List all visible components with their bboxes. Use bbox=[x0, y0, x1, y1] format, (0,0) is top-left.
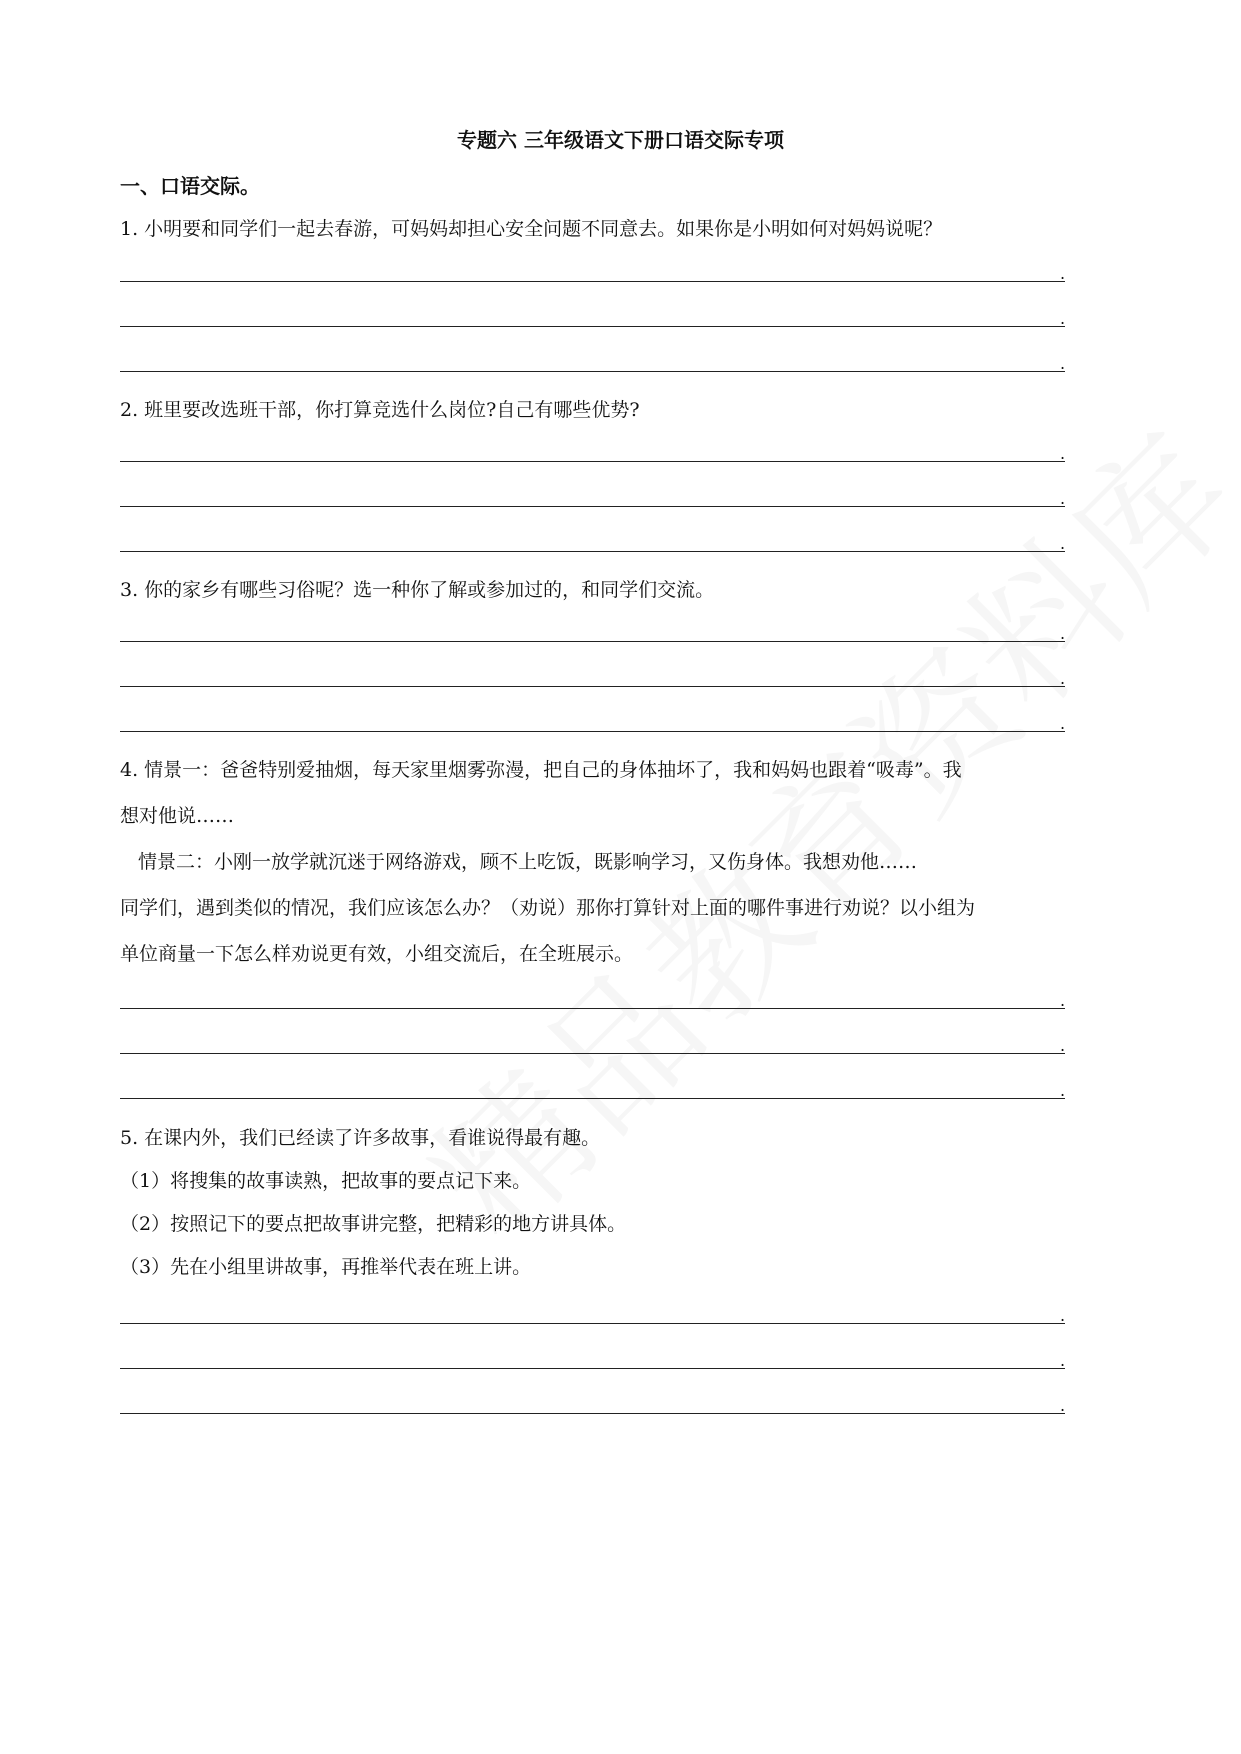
section-heading: 一、口语交际。 bbox=[120, 174, 260, 198]
page-title: 专题六 三年级语文下册口语交际专项 bbox=[457, 128, 784, 152]
question-4-line: 同学们，遇到类似的情况，我们应该怎么办？（劝说）那你打算针对上面的哪件事进行劝说？以小组为 bbox=[120, 897, 976, 919]
answer-line[interactable] bbox=[120, 731, 1065, 732]
question-4-line: 情景二：小刚一放学就沉迷于网络游戏，顾不上吃饭，既影响学习，又伤身体。我想劝他…… bbox=[138, 851, 918, 873]
line-end-mark: . bbox=[1060, 534, 1066, 553]
answer-line[interactable] bbox=[120, 551, 1065, 552]
question-4-line: 单位商量一下怎么样劝说更有效，小组交流后，在全班展示。 bbox=[120, 943, 634, 965]
question-1: 1. 小明要和同学们一起去春游，可妈妈却担心安全问题不同意去。如果你是小明如何对妈妈说呢？ bbox=[120, 218, 943, 240]
question-2: 2. 班里要改选班干部，你打算竞选什么岗位?自己有哪些优势? bbox=[120, 399, 640, 421]
answer-line[interactable] bbox=[120, 326, 1065, 327]
line-end-mark: . bbox=[1060, 489, 1066, 508]
line-end-mark: . bbox=[1060, 264, 1066, 283]
line-end-mark: . bbox=[1060, 354, 1066, 373]
question-5: 5. 在课内外，我们已经读了许多故事，看谁说得最有趣。 bbox=[120, 1127, 601, 1149]
answer-line[interactable] bbox=[120, 1053, 1065, 1054]
line-end-mark: . bbox=[1060, 624, 1066, 643]
answer-line[interactable] bbox=[120, 506, 1065, 507]
question-5-step: （3）先在小组里讲故事，再推举代表在班上讲。 bbox=[120, 1256, 532, 1278]
line-end-mark: . bbox=[1060, 444, 1066, 463]
line-end-mark: . bbox=[1060, 1351, 1066, 1370]
answer-line[interactable] bbox=[120, 1413, 1065, 1414]
question-4-line: 4. 情景一：爸爸特别爱抽烟，每天家里烟雾弥漫，把自己的身体抽坏了，我和妈妈也跟着“吸毒”。我 bbox=[120, 759, 962, 781]
answer-line[interactable] bbox=[120, 1323, 1065, 1324]
line-end-mark: . bbox=[1060, 714, 1066, 733]
answer-line[interactable] bbox=[120, 281, 1065, 282]
line-end-mark: . bbox=[1060, 669, 1066, 688]
line-end-mark: . bbox=[1060, 1081, 1066, 1100]
answer-line[interactable] bbox=[120, 686, 1065, 687]
line-end-mark: . bbox=[1060, 1306, 1066, 1325]
answer-line[interactable] bbox=[120, 371, 1065, 372]
answer-line[interactable] bbox=[120, 461, 1065, 462]
question-5-step: （1）将搜集的故事读熟，把故事的要点记下来。 bbox=[120, 1170, 532, 1192]
question-5-step: （2）按照记下的要点把故事讲完整，把精彩的地方讲具体。 bbox=[120, 1213, 627, 1235]
answer-line[interactable] bbox=[120, 1368, 1065, 1369]
question-4-line: 想对他说…… bbox=[120, 805, 235, 827]
line-end-mark: . bbox=[1060, 1036, 1066, 1055]
answer-line[interactable] bbox=[120, 1008, 1065, 1009]
line-end-mark: . bbox=[1060, 991, 1066, 1010]
line-end-mark: . bbox=[1060, 1396, 1066, 1415]
answer-line[interactable] bbox=[120, 1098, 1065, 1099]
line-end-mark: . bbox=[1060, 309, 1066, 328]
answer-line[interactable] bbox=[120, 641, 1065, 642]
question-3: 3. 你的家乡有哪些习俗呢？选一种你了解或参加过的，和同学们交流。 bbox=[120, 579, 715, 601]
